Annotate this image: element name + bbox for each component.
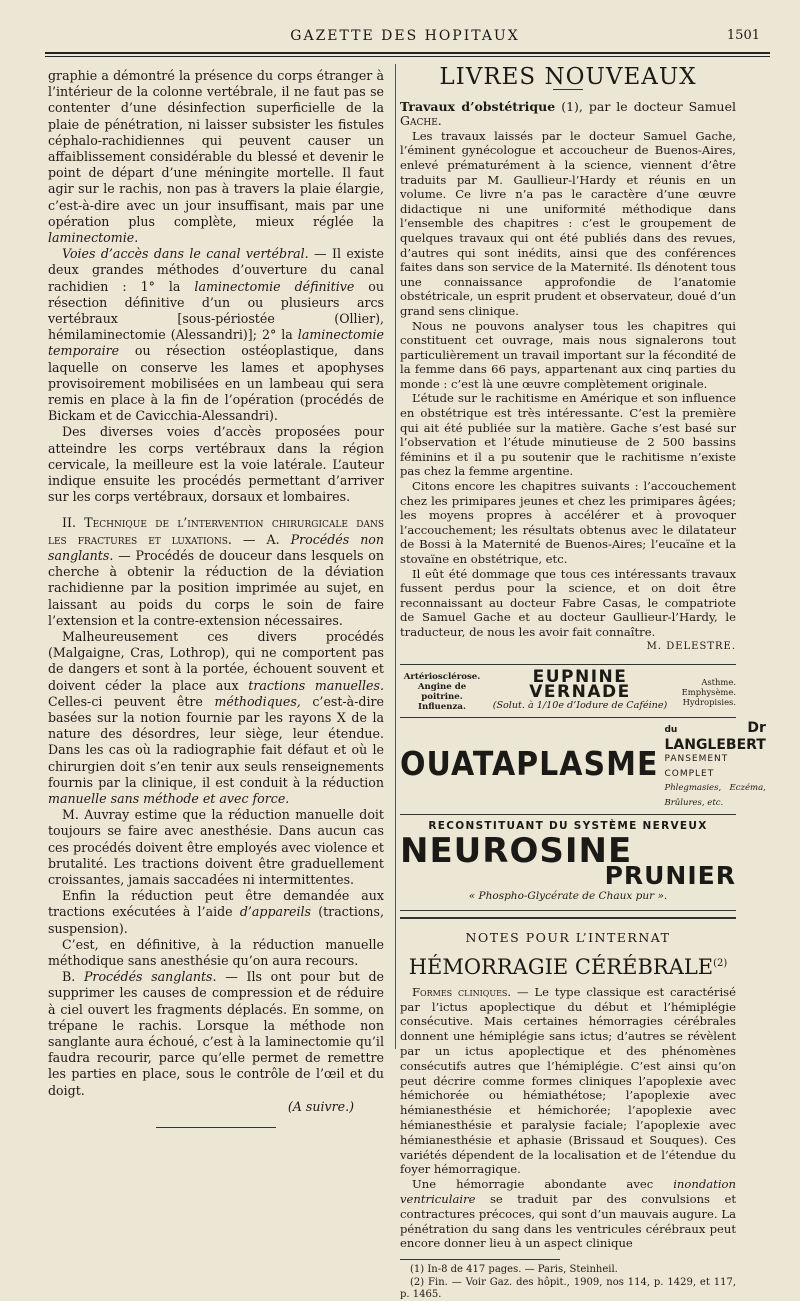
footnote-rule [400, 1259, 560, 1260]
ad-indications-left: Artériosclérose. Angine de poitrine. Influenza. [403, 672, 481, 713]
ad-brand: OUATAPLASME [400, 745, 659, 785]
ad-ouataplasme [400, 718, 766, 815]
paragraph: M. Auvray estime que la réduction manuelle doit toujours se faire avec anesthésie. Dans aucun cas ces procédés doivent être employés avec violence et brutalité. Les tractions doivent être graduellement croissantes, jamais saccadées ni intermittentes. [48, 807, 384, 887]
paragraph: Voies d’accès dans le canal vertébral. — Il existe deux grandes méthodes d’ouverture du canal rachidien : 1° la laminectomie définitive ou résection définitive d’un ou plusieurs arcs vertébraux [sous-périostée (Ollier), hémilaminectomie (Alessandri)]; 2° la laminectomie temporaire ou résection ostéoplastique, dans laquelle on conserve les lames et apophyses provisoirement mobilisées en un lambeau qui sera remis en place à la fin de l’opération (procédés de Bickam et de Cavicchia-Alessandri). [48, 246, 384, 424]
ad-brand: EUPNINE VERNADE [529, 667, 631, 702]
paragraph: Une hémorragie abondante avec inondation ventriculaire se traduit par des convulsions et contractures précoces, qui sont d’un mauvais augure. La pénétration du sang dans les ventricules cérébraux peut encore donner lieu à un aspect clinique [400, 1177, 736, 1251]
paragraph: Il eût été dommage que tous ces intéressants travaux fussent perdus pour la science, et on doit être reconnaissant au docteur Fabre Casas, le compatriote de Samuel Gache et au docteur Gaullieur-l’Hardy, le traducteur, de nous les avoir fait connaître. [400, 566, 736, 639]
page-number: 1501 [726, 28, 760, 43]
header-rule [45, 52, 770, 54]
notes-header: NOTES POUR L’INTERNAT [465, 929, 671, 945]
paragraph: Formes cliniques. — Le type classique est caractérisé par l’ictus apoplectique du début et l’hémiplégie consécutive. Mais certaines hémorragies cérébrales donnent une hémiplégie sans ictus; d’autres se révèlent par un ictus apoplectique et des phénomènes consécutifs autres que l’hémiplégie. C’est ainsi qu’on peut décrire comme formes cliniques l’apoplexie avec hémichorée ou hémiathétose; l’apoplexie avec hémianesthésie et hémichorée; l’apoplexie avec hémianesthésie et paralysie faciale; l’apoplexie avec hémianesthésie et aphasie (Brissaud et Souques). Ces variétés dépendent de la localisation et de l’étendue du foyer hémorragique. [400, 984, 736, 1177]
right-column [400, 64, 766, 1301]
signature: M. DELESTRE. [646, 640, 736, 652]
ad-neurosine [400, 815, 736, 911]
footnotes [400, 1264, 736, 1301]
ad-line: Phlegmasies, Eczéma, Brûlures, etc. [664, 783, 766, 808]
ad-tagline: RECONSTITUANT DU SYSTÈME NERVEUX [428, 819, 708, 832]
column-divider [395, 64, 396, 1049]
to-be-continued: (A suivre.) [287, 1098, 354, 1114]
ad-brand: PRUNIER [604, 861, 736, 891]
section-title: LIVRES NOUVEAUX [439, 64, 697, 90]
ad-line: PANSEMENT COMPLET [664, 754, 729, 779]
end-ornament [156, 1127, 276, 1128]
paragraph: L’étude sur le rachitisme en Amérique et son influence en obstétrique est très intéressante. C’est la première qui ait été publiée sur la matière. Gache s’est basé sur l’observation et l’étude minutieuse de 2 500 bassins féminins et il a pu soutenir que le rachitisme n’existe pas chez la femme argentine. [400, 391, 736, 479]
section-heading-paragraph: II. Technique de l’intervention chirurgicale dans les fractures et luxations. — A. Procédés non sanglants. — Procédés de douceur dans lesquels on cherche à obtenir la réduction de la déviation rachidienne par la position imprimée au sujet, en laissant au poids du corps le soin de faire l’extension et la contre-extension nécessaires. [48, 515, 385, 628]
left-column [48, 68, 384, 1128]
paragraph: C’est, en définitive, à la réduction manuelle méthodique sans anesthésie qu’on aura recours. [48, 936, 384, 968]
ad-subtitle: (Solut. à 1/10e d’Iodure de Caféine) [492, 700, 668, 712]
book-title: Travaux d’obstétrique (1), par le docteur Samuel Gache. [400, 98, 736, 129]
paragraph: Les travaux laissés par le docteur Samuel Gache, l’éminent gynécologue et accoucheur de Buenos-Aires, enlevé prématurément à la science, viennent d’être traduits par M. Gaullieur-l’Hardy et réunis en un volume. Ce livre n’a pas le caractère d’une œuvre didactique ni une uniformité méthodique dans l’ensemble des chapitres : c’est le groupement de quelques travaux qui ont été publiés dans des revues, d’autres qui sont inédits, ainsi que des conférences faites dans son service de la Maternité. Ils dénotent tous une connaissance approfondie de l’anatomie obstétricale, un esprit prudent et observateur, doué d’un grand sens clinique. [400, 128, 736, 318]
ad-brand: NEUROSINE [400, 831, 633, 872]
ad-indications-right: Asthme. Emphysème. Hydropisies. [681, 677, 736, 708]
paragraph: Malheureusement ces divers procédés (Malgaigne, Cras, Lothrop), qui ne comportent pas de dangers et sont à la portée, échouent souvent et doivent céder la place aux tractions manuelles. Celles-ci peuvent être méthodiques, c’est-à-dire basées sur la notion fournie par les rayons X de la nature des désordres, leur siège, leur étendue. Dans les cas où la radiographie fait défaut et où le chirurgien doit s’en tenir aux seuls renseignements fournis par la clinique, il est conduit à la réduction manuelle sans méthode et avec force. [48, 628, 384, 806]
ads-rule [400, 917, 736, 919]
paragraph: Des diverses voies d’accès proposées pour atteindre les corps vertébraux dans la région cervicale, la meilleure est la voie latérale. L’auteur indique ensuite les procédés permettant d’arriver sur les corps vertébraux, dorsaux et lombaires. [48, 424, 384, 505]
article-title: HÉMORRAGIE CÉRÉBRALE$^{(2)}$ [408, 955, 728, 980]
section-label: II. Technique de l’intervention chirurgicale dans les fractures et luxations. [48, 515, 384, 547]
footnote: (2) Fin. — Voir Gaz. des hôpit., 1909, nos 114, p. 1429, et 117, p. 1465. [400, 1276, 736, 1301]
paragraph: Citons encore les chapitres suivants : l’accouchement chez les primipares jeunes et chez les primipares âgées; les moyens propres à accélérer et à provoquer l’accouchement; les résultats obtenus avec le dilatateur de Bossi à la Maternité de Buenos-Aires; l’eucaïne et la stovaïne en obstétrique, etc. [400, 479, 736, 566]
running-head [40, 28, 770, 48]
ad-slogan: « Phospho-Glycérate de Chaux pur ». [468, 890, 668, 903]
paragraph: graphie a démontré la présence du corps étranger à l’intérieur de la colonne vertébrale, il ne faut pas se contenter d’une désinfection superficielle de la plaie de pénétration, ni laisser subsister les fistules céphalo-rachidiennes qui peuvent causer un affaiblissement considérable du blessé et devenir le point de départ d’une méningite mortelle. Il faut agir sur le rachis, non pas à travers la plaie élargie, c’est-à-dire avec un jour insuffisant, mais par une opération plus complète, mieux réglée la laminectomie. [48, 68, 384, 246]
paragraph: B. Procédés sanglants. — Ils ont pour but de supprimer les causes de compression et de réduire à ciel ouvert les fragments déplacés. En somme, on trépane le rachis. Lorsque la méthode non sanglante aura échoué, c’est à la laminectomie qu’il faudra recourir, parce qu’elle permet de remettre les parties en place, sous le contrôle de l’œil et du doigt. [48, 969, 384, 1098]
ad-eupnine [400, 665, 736, 718]
ad-doctor: du Dr LANGLEBERT [664, 719, 766, 753]
advertisements [400, 664, 766, 919]
running-title: GAZETTE DES HOPITAUX [290, 28, 520, 44]
paragraph: Enfin la réduction peut être demandée aux tractions exécutées à l’aide d’appareils (tractions, suspension). [48, 888, 385, 936]
paragraph: Nous ne pouvons analyser tous les chapitres qui constituent cet ouvrage, mais nous signalerons tout particulièrement un travail important sur la fécondité de la femme dans 66 pays, appartenant aux cinq parties du monde : c’est là une œuvre complètement originale. [400, 318, 736, 391]
footnote: (1) In-8 de 417 pages. — Paris, Steinheil. [410, 1264, 618, 1276]
header-rule-thin [45, 56, 770, 57]
